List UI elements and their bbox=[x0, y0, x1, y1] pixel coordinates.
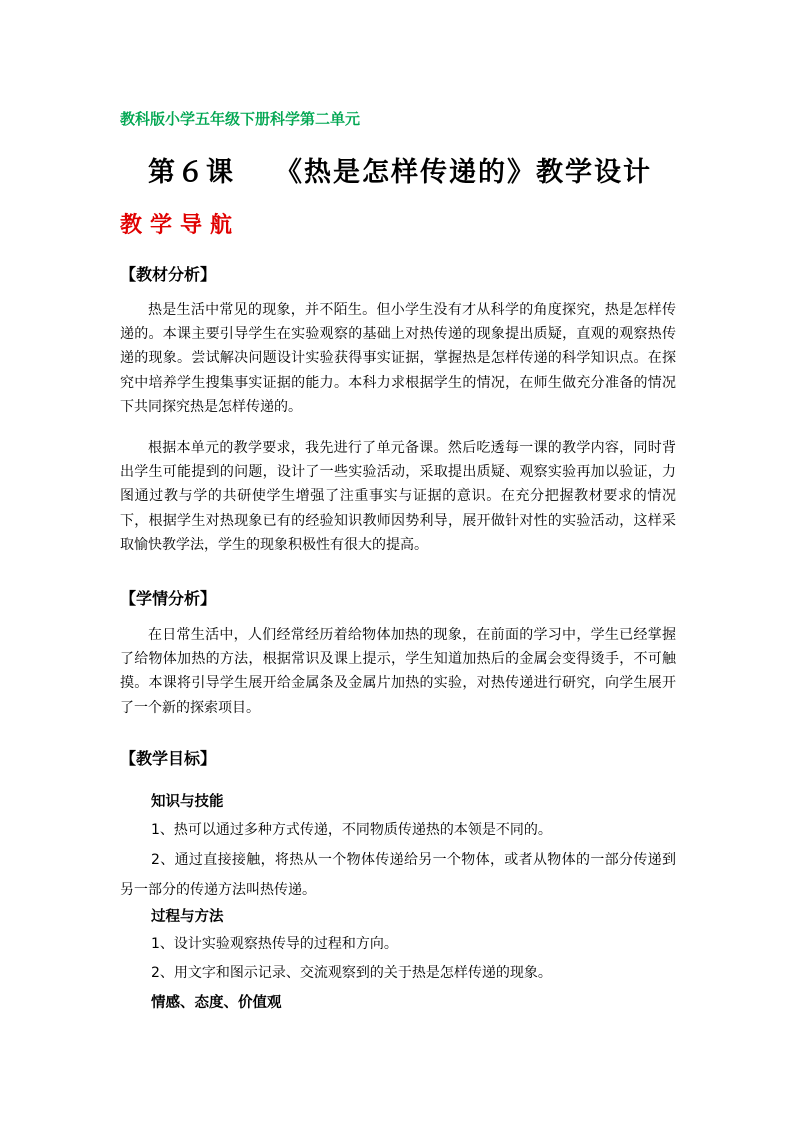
material-heading: 【教材分析】 bbox=[120, 265, 217, 284]
process-item-1: 1、设计实验观察热传导的过程和方向。 bbox=[151, 936, 398, 952]
material-paragraph-1: 热是生活中常见的现象，并不陌生。但小学生没有才从科学的角度探究，热是怎样传递的。本课主要引导学生在实验观察的基础上对热传递的现象提出质疑，直观的观察热传递的现象。尝试解决问题设计实验获得事实证据，掌握热是怎样传递的科学知识点。在探究中培养学生搜集事实证据的能力。本科力求根据学生的情况，在师生做充分准备的情况下共同探究热是怎样传递的。 bbox=[120, 302, 676, 415]
series-title: 教科版小学五年级下册科学第二单元 bbox=[120, 110, 361, 128]
material-paragraph-2: 根据本单元的教学要求，我先进行了单元备课。然后吃透每一课的教学内容，同时背出学生可能提到的问题，设计了一些实验活动，采取提出质疑、观察实验再加以验证，力图通过教与学的共研使学生增强了注重事实与证据的意识。在充分把握教材要求的情况下，根据学生对热现象已有的经验知识教师因势利导，展开做针对性的实验活动，这样采取愉快教学法，学生的现象积极性有很大的提高。 bbox=[120, 440, 676, 553]
emotion-heading: 情感、态度、价值观 bbox=[151, 995, 282, 1011]
process-item-2: 2、用文字和图示记录、交流观察到的关于热是怎样传递的现象。 bbox=[151, 965, 552, 981]
goals-heading: 【教学目标】 bbox=[120, 749, 217, 768]
student-paragraph: 在日常生活中，人们经常经历着给物体加热的现象，在前面的学习中，学生已经掌握了给物体加热的方法，根据常识及课上提示，学生知道加热后的金属会变得烫手，不可触摸。本课将引导学生展开给金属条及金属片加热的实验，对热传递进行研究，向学生展开了一个新的探索项目。 bbox=[120, 627, 676, 716]
lesson-number: 第６课 bbox=[148, 157, 235, 188]
knowledge-item-2: 2、通过直接接触，将热从一个物体传递给另一个物体，或者从物体的一部分传递到另一部分的传递方法叫热传递。 bbox=[120, 852, 676, 898]
knowledge-item-1: 1、热可以通过多种方式传递，不同物质传递热的本领是不同的。 bbox=[151, 822, 552, 838]
lesson-title bbox=[148, 150, 652, 189]
knowledge-heading: 知识与技能 bbox=[151, 794, 224, 810]
nav-title: 教学导航 bbox=[120, 212, 241, 238]
student-heading: 【学情分析】 bbox=[120, 589, 217, 608]
lesson-name: 《热是怎样传递的》教学设计 bbox=[275, 157, 652, 188]
process-heading: 过程与方法 bbox=[151, 909, 224, 925]
